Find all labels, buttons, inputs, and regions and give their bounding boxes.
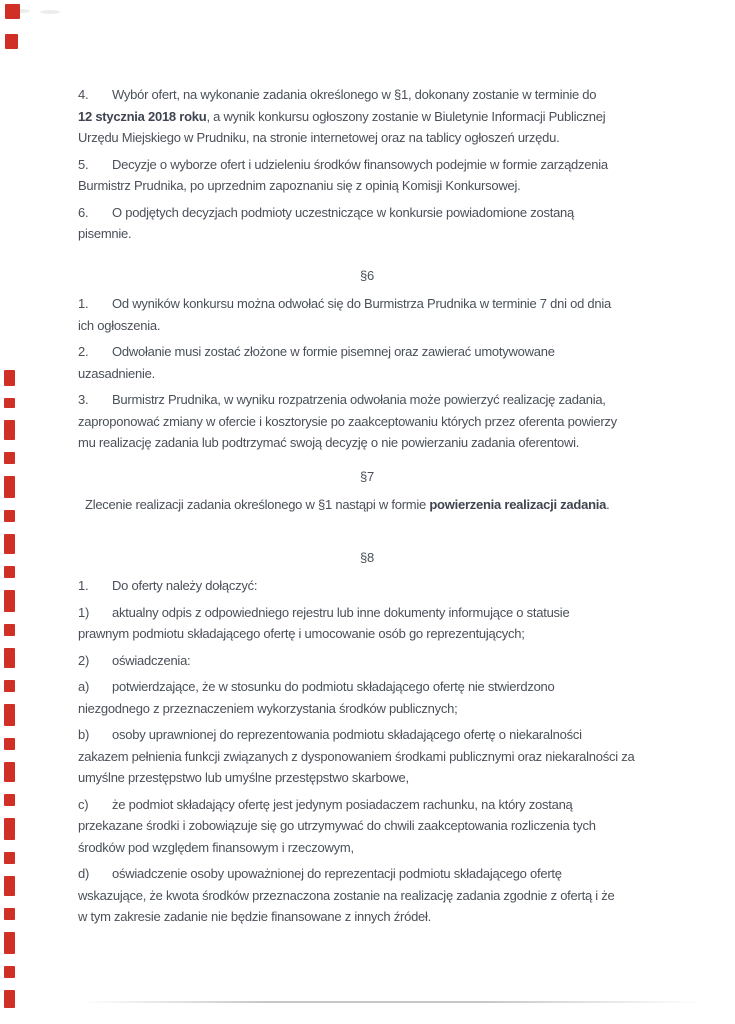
text-segment: Burmistrz Prudnika, po uprzednim zapoznaniu się z opinią Komisji Konkursowej. [78, 178, 521, 193]
scan-mark [4, 452, 15, 464]
text-segment: . [606, 497, 610, 512]
scan-mark [4, 876, 15, 896]
section-heading: §7 [360, 468, 374, 484]
scan-mark [4, 476, 15, 498]
text-line [78, 223, 656, 245]
scan-smudge [40, 10, 60, 14]
text-line [78, 698, 656, 720]
text-line [78, 363, 656, 385]
text-segment: Urzędu Miejskiego w Prudniku, na stronie internetowej oraz na tablicy ogłoszeń urzędu. [78, 130, 560, 145]
text-line [78, 837, 656, 859]
text-line [78, 906, 656, 928]
text-segment: pisemnie. [78, 226, 132, 241]
text-line [78, 885, 656, 907]
paragraph-number: 6. [78, 204, 89, 220]
text-segment: środków pod względem finansowym i rzeczowym, [78, 839, 354, 855]
text-segment: mu realizację zadania lub podtrzymać swoją decyzję o nie powierzaniu zadania oferentowi. [78, 435, 580, 450]
text-segment: Wybór ofert, na wykonanie zadania określonego w §1, dokonany zostanie w terminie do [112, 87, 597, 102]
scan-mark [4, 818, 15, 840]
text-segment: osoby uprawnionej do reprezentowania podmiotu składającego ofertę o niekaralności [112, 727, 582, 742]
text-line [78, 767, 656, 789]
text-line [78, 676, 656, 698]
scan-mark [4, 704, 15, 726]
text-line [78, 623, 656, 645]
text-segment: , a wynik konkursu ogłoszony zostanie w Biuletynie Informacji Publicznej [206, 108, 606, 124]
scan-mark [4, 762, 15, 782]
document-body [78, 84, 656, 933]
text-segment: aktualny odpis z odpowiedniego rejestru lub inne dokumenty informujące o statusie [112, 604, 570, 620]
text-segment: niezgodnego z przeznaczeniem wykorzystania środków publicznych; [78, 700, 458, 716]
text-line [78, 575, 656, 597]
text-segment: wskazujące, że kwota środków przeznaczona zostanie na realizację zadania zgodnie z ofertą i że [78, 887, 615, 903]
scan-mark [4, 932, 15, 954]
text-line [78, 106, 656, 128]
text-line [78, 794, 656, 816]
paragraph-number: 3. [78, 392, 89, 407]
scan-mark [5, 34, 18, 49]
scan-mark [4, 908, 15, 920]
text-segment: zaproponować zmiany w ofercie i kosztorysie po zaakceptowaniu których przez oferenta powierzy [78, 413, 617, 429]
text-segment: Burmistrz Prudnika, w wyniku rozpatrzenia odwołania może powierzyć realizację zadania, [112, 392, 606, 407]
scan-mark [4, 590, 15, 612]
paragraph-number: 4. [78, 87, 89, 102]
paragraph [78, 676, 656, 719]
paragraph [78, 293, 656, 336]
scan-mark [5, 4, 20, 19]
text-line [78, 432, 656, 454]
paragraph-number: 5. [78, 156, 89, 172]
scan-mark [4, 680, 15, 692]
text-segment: Decyzje o wyborze ofert i udzieleniu środków finansowych podejmie w formie zarządzenia [112, 156, 608, 172]
text-segment: oświadczenie osoby upoważnionej do reprezentacji podmiotu składającego ofertę [112, 866, 562, 881]
paragraph [78, 863, 656, 928]
paragraph-number: d) [78, 866, 90, 881]
paragraph-number: 2) [78, 652, 90, 668]
text-line [78, 602, 656, 624]
scan-mark [4, 398, 15, 408]
text-segment: Odwołanie musi zostać złożone w formie pisemnej oraz zawierać umotywowane [112, 344, 555, 359]
scan-mark [4, 420, 15, 440]
text-line [78, 315, 656, 337]
bottom-scan-edge [80, 1001, 702, 1003]
text-line [78, 202, 656, 224]
text-line [78, 341, 656, 363]
section-heading: §8 [360, 549, 374, 565]
text-line [78, 127, 656, 149]
paragraph-number: c) [78, 796, 89, 812]
scan-mark [4, 966, 15, 978]
scan-mark [4, 648, 15, 668]
text-line [78, 863, 656, 885]
bold-text-segment: powierzenia realizacji zadania [429, 497, 607, 512]
paragraph [78, 794, 656, 859]
text-segment: prawnym podmiotu składającego ofertę i umocowanie osób go reprezentujących; [78, 626, 525, 641]
paragraph [78, 575, 656, 597]
paragraph-number: b) [78, 727, 90, 742]
text-line [78, 175, 656, 197]
text-segment: umyślne przestępstwo lub umyślne przestępstwo skarbowe, [78, 770, 409, 785]
text-segment: uzasadnienie. [78, 365, 155, 381]
text-segment: że podmiot składający ofertę jest jedynym posiadaczem rachunku, na który zostaną [112, 796, 573, 812]
scan-mark [4, 370, 15, 386]
scan-mark [4, 566, 15, 578]
text-line [78, 293, 656, 315]
text-line [78, 411, 656, 433]
scan-mark [4, 794, 15, 806]
paragraph-number: 2. [78, 344, 89, 359]
text-line [78, 724, 656, 746]
text-line [78, 84, 656, 106]
section-heading: §6 [360, 267, 374, 283]
bold-text-segment: 12 stycznia 2018 roku [78, 108, 207, 124]
paragraph [78, 202, 656, 245]
paragraph [78, 84, 656, 149]
text-segment: oświadczenia: [112, 652, 191, 668]
paragraph [78, 724, 656, 789]
text-segment: potwierdzające, że w stosunku do podmiotu składającego ofertę nie stwierdzono [112, 679, 555, 694]
paragraph-number: 1) [78, 604, 90, 620]
text-segment: Do oferty należy dołączyć: [112, 578, 258, 593]
text-line [78, 746, 656, 768]
paragraph [78, 494, 656, 516]
paragraph [78, 154, 656, 197]
text-line [78, 154, 656, 176]
scan-mark [4, 852, 15, 864]
text-segment: Od wyników konkursu można odwołać się do Burmistrza Prudnika w terminie 7 dni od dnia [112, 296, 611, 311]
text-segment: ich ogłoszenia. [78, 317, 161, 333]
text-line [78, 494, 656, 516]
text-segment: O podjętych decyzjach podmioty uczestniczące w konkursie powiadomione zostaną [112, 204, 575, 220]
text-segment: Zlecenie realizacji zadania określonego w §1 nastąpi w formie [85, 497, 430, 512]
text-line [78, 815, 656, 837]
text-segment: przekazane środki i zobowiązuje się go utrzymywać do chwili zaakceptowania rozliczenia tych [78, 818, 596, 833]
text-line [78, 650, 656, 672]
paragraph [78, 650, 656, 672]
text-segment: zakazem pełnienia funkcji związanych z dysponowaniem środkami publicznymi oraz niekaralności za [78, 748, 635, 764]
paragraph [78, 602, 656, 645]
paragraph-number: a) [78, 679, 90, 694]
paragraph-number: 1. [78, 578, 89, 593]
paragraph [78, 389, 656, 454]
scan-mark [4, 738, 15, 750]
scan-mark [4, 990, 15, 1008]
scan-mark [4, 624, 15, 636]
text-segment: w tym zakresie zadanie nie będzie finansowane z innych źródeł. [78, 909, 432, 924]
text-line [78, 389, 656, 411]
paragraph-number: 1. [78, 296, 89, 311]
paragraph [78, 341, 656, 384]
scan-mark [4, 510, 15, 522]
scan-mark [4, 534, 15, 554]
